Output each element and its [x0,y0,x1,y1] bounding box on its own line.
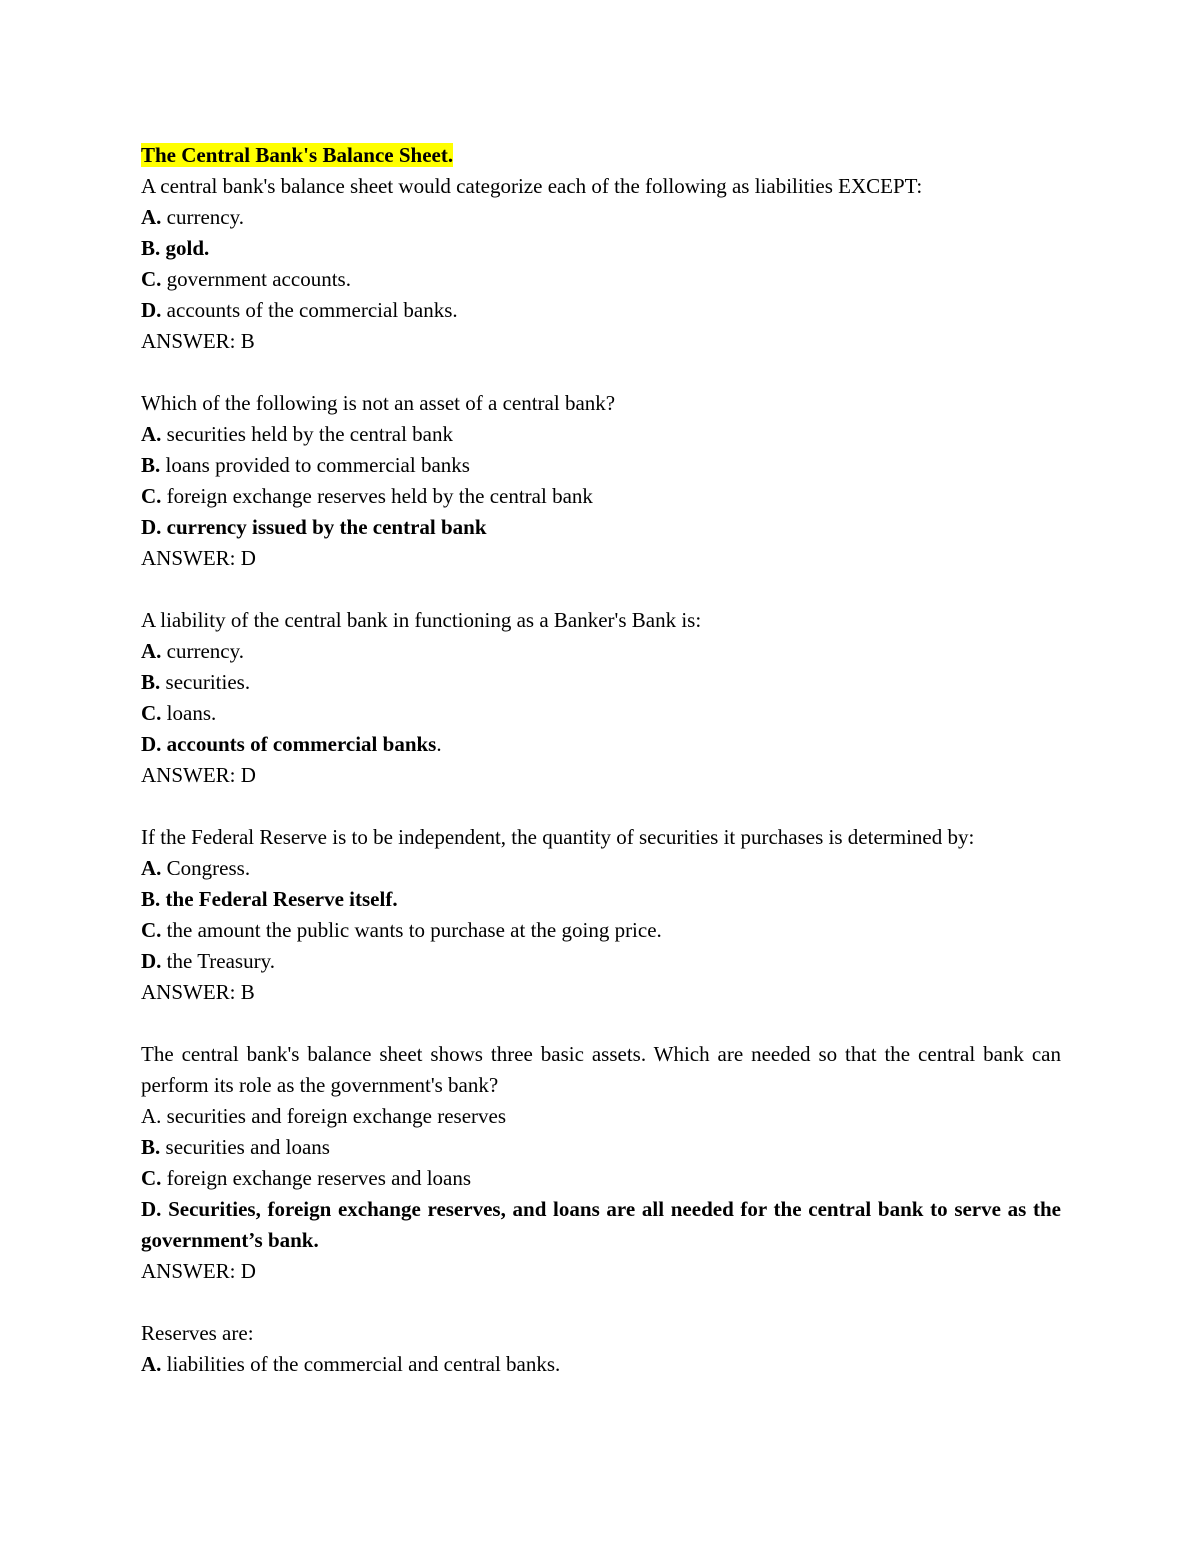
question-5 [141,1039,1067,1287]
option-d: D. the Treasury. [141,949,275,973]
option-d-correct: D. currency issued by the central bank [141,515,487,539]
question-stem: A central bank's balance sheet would categorize each of the following as liabilities EXCEPT: [141,174,923,198]
question-stem: Which of the following is not an asset of a central bank? [141,391,616,415]
option-b: B. loans provided to commercial banks [141,453,470,477]
spacer [141,1287,1061,1318]
answer-line: ANSWER: D [141,763,256,787]
option-c: C. foreign exchange reserves held by the central bank [141,484,593,508]
option-c: C. foreign exchange reserves and loans [141,1166,472,1190]
answer-line: ANSWER: B [141,329,255,353]
question-6 [141,1318,1061,1380]
question-1 [141,171,1061,357]
spacer [141,791,1061,822]
option-b-correct: B. the Federal Reserve itself. [141,887,398,911]
question-stem: A liability of the central bank in functioning as a Banker's Bank is: [141,608,702,632]
answer-line: ANSWER: D [141,546,256,570]
option-c: C. loans. [141,701,217,725]
option-a: A. securities and foreign exchange reserves [141,1104,507,1128]
question-stem: If the Federal Reserve is to be independent, the quantity of securities it purchases is determined by: [141,825,975,849]
option-a: A. currency. [141,205,245,229]
option-b: B. securities. [141,670,251,694]
question-2 [141,388,1061,574]
option-a: A. currency. [141,639,245,663]
spacer [141,574,1061,605]
title-highlight: The Central Bank's Balance Sheet. [141,143,454,167]
question-stem: The central bank's balance sheet shows three basic assets. Which are needed so that the central bank can perform its role as the government's bank? [141,1042,1067,1097]
document-title [141,140,1061,171]
option-a: A. liabilities of the commercial and central banks. [141,1352,561,1376]
answer-line: ANSWER: B [141,980,255,1004]
option-c: C. government accounts. [141,267,351,291]
option-b-correct: B. gold. [141,236,210,260]
option-d: D. accounts of the commercial banks. [141,298,458,322]
question-stem: Reserves are: [141,1321,254,1345]
option-a: A. securities held by the central bank [141,422,453,446]
spacer [141,1008,1061,1039]
document-page [141,140,1067,1380]
question-4 [141,822,1061,1008]
answer-line: ANSWER: D [141,1259,256,1283]
option-b: B. securities and loans [141,1135,330,1159]
spacer [141,357,1061,388]
option-d-correct: D. accounts of commercial banks. [141,732,442,756]
question-3 [141,605,1061,791]
option-d-correct: D. Securities, foreign exchange reserves, and loans are all needed for the central bank to serve as the government’s bank. [141,1197,1067,1252]
option-c: C. the amount the public wants to purchase at the going price. [141,918,662,942]
option-a: A. Congress. [141,856,251,880]
